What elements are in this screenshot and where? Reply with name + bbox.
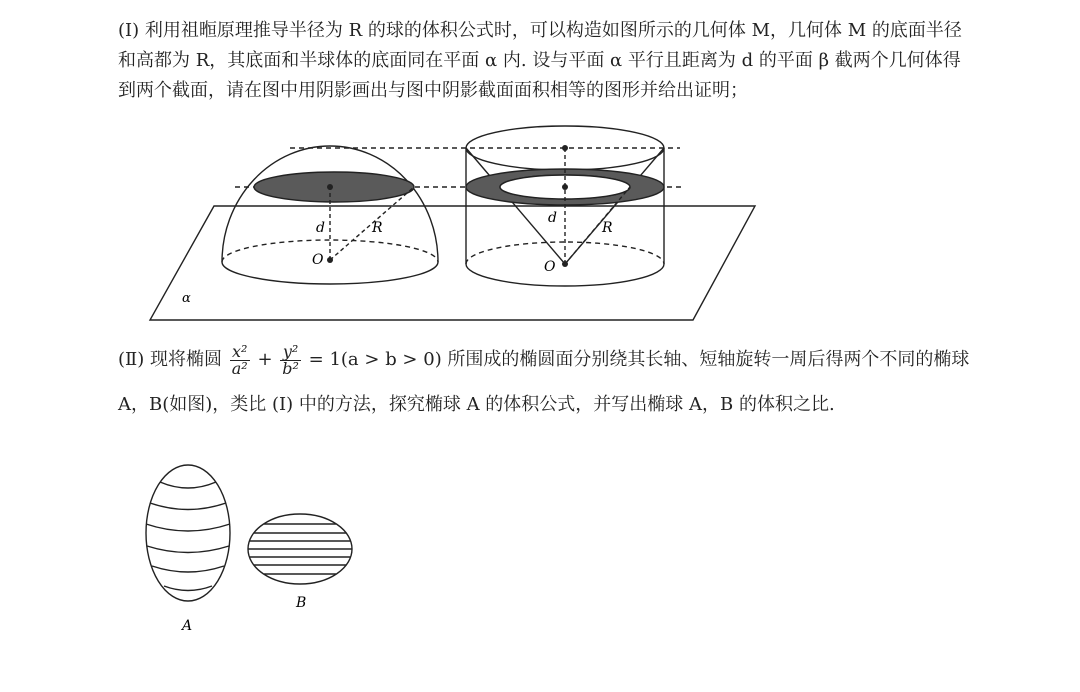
point-O-right — [562, 261, 568, 267]
ellipsoid-A-outline — [146, 465, 230, 601]
label-A: A — [182, 618, 193, 634]
point-section-center-right — [562, 184, 568, 190]
part2-prefix: (Ⅱ) 现将椭圆 — [118, 349, 223, 370]
label-R-right: R — [602, 220, 613, 236]
figure-ellipsoids — [146, 465, 352, 601]
ellipsoid-A-band-2 — [150, 503, 226, 510]
fraction-x2-a2 — [230, 341, 250, 378]
point-O-left — [327, 257, 333, 263]
part2-line-2: A，B(如图)，类比 (Ⅰ) 中的方法，探究椭球 A 的体积公式，并写出椭球 A，B 的体积之比. — [118, 394, 835, 415]
part1-line-3: 到两个截面，请在图中用阴影画出与图中阴影截面面积相等的图形并给出证明； — [118, 80, 748, 101]
part1-line-2: 和高都为 R，其底面和半球体的底面同在平面 α 内. 设与平面 α 平行且距离为 d 的平面 β 截两个几何体得 — [118, 50, 961, 71]
label-d-right: d — [548, 210, 557, 226]
ellipsoid-A-band-1 — [160, 482, 216, 488]
ellipsoid-A-band-6 — [164, 586, 212, 591]
label-O-left: O — [312, 252, 324, 268]
ellipsoid-A-band-5 — [152, 566, 224, 572]
part2-suffix: = 1(a > b > 0) 所围成的椭圆面分别绕其长轴、短轴旋转一周后得两个不同的椭球 — [308, 349, 970, 370]
part2-line-1 — [118, 340, 998, 380]
ellipsoid-A-band-4 — [147, 546, 229, 553]
hemisphere-section-shaded — [254, 172, 414, 202]
fraction-2-denominator: b² — [282, 358, 299, 378]
point-section-center-left — [327, 184, 333, 190]
point-top-center-right — [562, 145, 568, 151]
plane-alpha-label: α — [182, 291, 191, 306]
part2-text — [118, 340, 998, 420]
plus-sign: + — [257, 349, 273, 370]
fraction-y2-b2 — [280, 341, 301, 378]
fraction-1-denominator: a² — [231, 358, 248, 378]
hemisphere-base-front — [222, 262, 438, 284]
cylinder-base-front — [466, 264, 664, 286]
fraction-1-numerator: x² — [230, 344, 250, 361]
fraction-2-numerator: y² — [280, 344, 301, 361]
ellipsoid-A-band-3 — [146, 524, 230, 531]
label-d-left: d — [316, 220, 325, 236]
part1-line-1: (Ⅰ) 利用祖暅原理推导半径为 R 的球的体积公式时，可以构造如图所示的几何体 M，几何体 M 的底面半径 — [118, 20, 962, 41]
label-O-right: O — [544, 259, 556, 275]
label-B: B — [296, 595, 307, 611]
label-R-left: R — [372, 220, 383, 236]
